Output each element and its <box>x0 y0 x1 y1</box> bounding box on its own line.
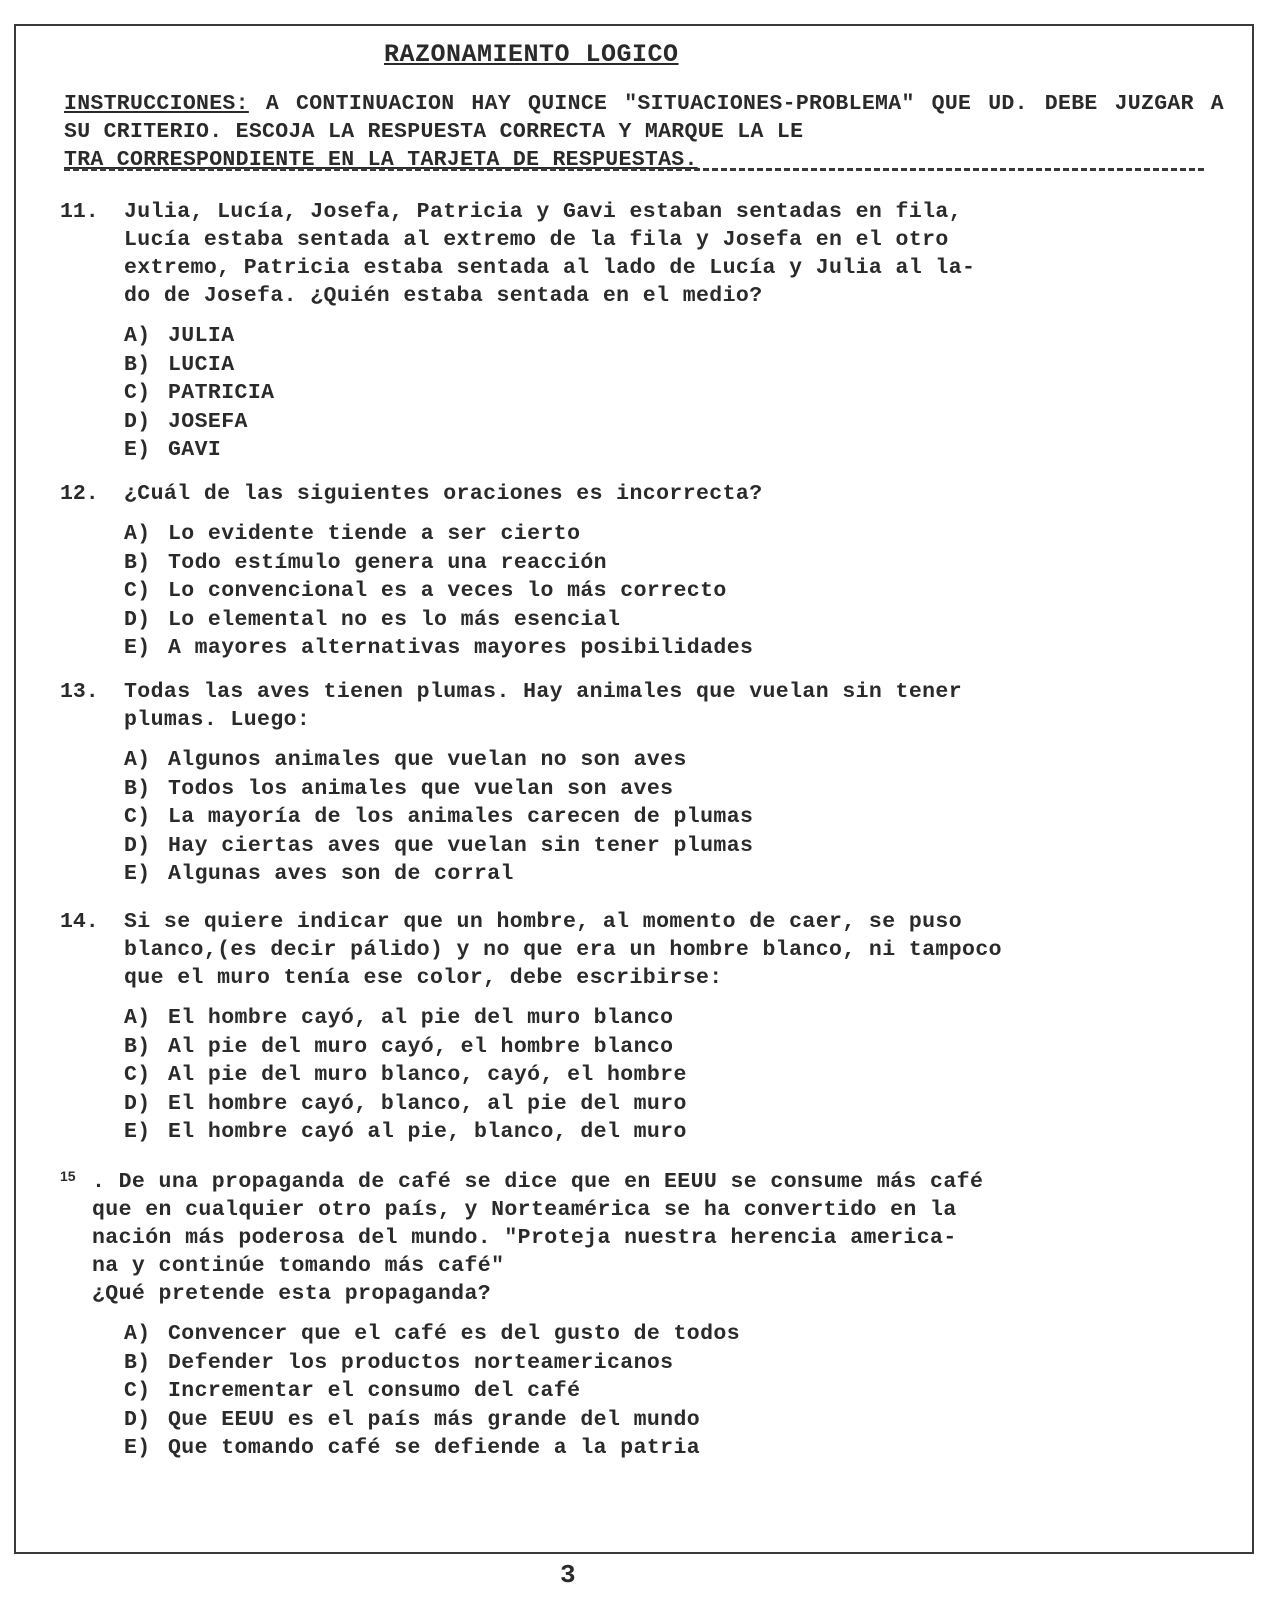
option-letter: D) <box>124 1091 151 1116</box>
answer-option[interactable] <box>124 1434 1220 1463</box>
question-number: 15 <box>60 1168 76 1184</box>
option-letter: A) <box>124 324 151 348</box>
answer-option[interactable] <box>124 408 1220 437</box>
option-text: Todo estímulo genera una reacción <box>168 550 607 575</box>
answer-option[interactable] <box>124 832 1220 861</box>
option-letter: C) <box>124 381 151 405</box>
instructions-text: A CONTINUACION HAY QUINCE "SITUACIONES-PROBLEMA" QUE UD. DEBE JUZGAR A SU CRITERIO. ESCOJA LA RESPUESTA CORRECTA Y MARQUE LA LE <box>64 92 1224 144</box>
answer-option[interactable] <box>124 1118 1220 1147</box>
answer-option[interactable] <box>124 379 1220 408</box>
option-letter: B) <box>124 1034 151 1059</box>
question-15 <box>60 1168 1220 1463</box>
answer-option[interactable] <box>124 1033 1220 1062</box>
option-text: Que EEUU es el país más grande del mundo <box>168 1407 701 1432</box>
option-letter: B) <box>124 352 151 377</box>
question-number: 11. <box>60 200 99 224</box>
option-text: GAVI <box>168 438 222 462</box>
answer-option[interactable] <box>124 351 1220 380</box>
option-letter: E) <box>124 1120 151 1144</box>
answer-option[interactable] <box>124 549 1220 578</box>
option-letter: B) <box>124 776 151 801</box>
option-letter: B) <box>124 550 151 575</box>
answer-option[interactable] <box>124 860 1220 889</box>
page-title: RAZONAMIENTO LOGICO <box>384 40 679 69</box>
option-text: Algunas aves son de corral <box>168 862 514 886</box>
answer-options <box>60 520 1220 663</box>
question-13 <box>60 678 1220 889</box>
answer-options <box>60 1320 1220 1463</box>
option-letter: D) <box>124 409 151 434</box>
option-letter: D) <box>124 607 151 632</box>
answer-option[interactable] <box>124 436 1220 465</box>
option-letter: C) <box>124 1379 151 1403</box>
instructions <box>64 90 1224 174</box>
option-letter: A) <box>124 522 151 546</box>
answer-option[interactable] <box>124 577 1220 606</box>
option-text: El hombre cayó, al pie del muro blanco <box>168 1006 674 1030</box>
answer-option[interactable] <box>124 1406 1220 1435</box>
option-text: Lo convencional es a veces lo más correcto <box>168 579 727 603</box>
question-text: Si se quiere indicar que un hombre, al momento de caer, se puso blanco,(es decir pálido) y no que era un hombre blanco, ni tampoco que el muro tenía ese color, debe escribirse: <box>124 910 1002 990</box>
option-letter: E) <box>124 438 151 462</box>
option-text: JOSEFA <box>168 409 248 434</box>
option-text: PATRICIA <box>168 381 275 405</box>
answer-option[interactable] <box>124 1320 1220 1349</box>
answer-options <box>60 746 1220 889</box>
option-text: El hombre cayó al pie, blanco, del muro <box>168 1120 687 1144</box>
question-12 <box>60 480 1220 663</box>
answer-option[interactable] <box>124 1377 1220 1406</box>
answer-option[interactable] <box>124 1349 1220 1378</box>
option-text: Lo elemental no es lo más esencial <box>168 607 621 632</box>
option-letter: E) <box>124 862 151 886</box>
option-letter: A) <box>124 1322 151 1346</box>
option-letter: A) <box>124 748 151 772</box>
option-letter: D) <box>124 833 151 858</box>
option-text: LUCIA <box>168 352 235 377</box>
option-text: Que tomando café se defiende a la patria <box>168 1436 701 1460</box>
option-letter: C) <box>124 1063 151 1087</box>
option-text: El hombre cayó, blanco, al pie del muro <box>168 1091 687 1116</box>
option-letter: A) <box>124 1006 151 1030</box>
instructions-label: INSTRUCCIONES: <box>64 92 249 116</box>
option-text: La mayoría de los animales carecen de plumas <box>168 805 754 829</box>
answer-option[interactable] <box>124 746 1220 775</box>
answer-option[interactable] <box>124 1004 1220 1033</box>
option-text: A mayores alternativas mayores posibilidades <box>168 636 754 660</box>
answer-option[interactable] <box>124 634 1220 663</box>
question-number: 14. <box>60 910 99 934</box>
option-text: Todos los animales que vuelan son aves <box>168 776 674 801</box>
answer-options <box>60 1004 1220 1147</box>
question-text: Julia, Lucía, Josefa, Patricia y Gavi estaban sentadas en fila, Lucía estaba sentada al extremo de la fila y Josefa en el otro extremo, Patricia estaba sentada al lado de Lucía y Julia al la- do de Josefa. ¿Quién estaba sentada en el medio? <box>124 200 976 308</box>
question-text: Todas las aves tienen plumas. Hay animales que vuelan sin tener plumas. Luego: <box>124 680 963 732</box>
question-text: ¿Cuál de las siguientes oraciones es incorrecta? <box>124 482 763 506</box>
page-number: 3 <box>560 1560 576 1590</box>
option-letter: C) <box>124 805 151 829</box>
answer-option[interactable] <box>124 1090 1220 1119</box>
question-11 <box>60 198 1220 465</box>
answer-option[interactable] <box>124 803 1220 832</box>
question-14 <box>60 908 1220 1147</box>
question-number: 12. <box>60 482 99 506</box>
answer-option[interactable] <box>124 1061 1220 1090</box>
divider <box>64 168 1204 171</box>
answer-option[interactable] <box>124 322 1220 351</box>
option-letter: C) <box>124 579 151 603</box>
option-text: Al pie del muro blanco, cayó, el hombre <box>168 1063 687 1087</box>
question-text: . De una propaganda de café se dice que en EEUU se consume más café que en cualquier otro país, y Norteamérica se ha convertido en la nación más poderosa del mundo. "Proteja nuestra herencia america- na y continúe tomando más café" ¿Qué pretende esta propaganda? <box>92 1170 984 1306</box>
option-text: Al pie del muro cayó, el hombre blanco <box>168 1034 674 1059</box>
option-text: Hay ciertas aves que vuelan sin tener plumas <box>168 833 754 858</box>
option-text: Incrementar el consumo del café <box>168 1379 581 1403</box>
question-number: 13. <box>60 680 99 704</box>
option-text: Algunos animales que vuelan no son aves <box>168 748 687 772</box>
option-letter: E) <box>124 1436 151 1460</box>
option-letter: B) <box>124 1350 151 1375</box>
option-text: Lo evidente tiende a ser cierto <box>168 522 581 546</box>
answer-option[interactable] <box>124 775 1220 804</box>
option-text: Convencer que el café es del gusto de todos <box>168 1322 740 1346</box>
option-text: JULIA <box>168 324 235 348</box>
option-letter: E) <box>124 636 151 660</box>
option-text: Defender los productos norteamericanos <box>168 1350 674 1375</box>
answer-option[interactable] <box>124 520 1220 549</box>
answer-options <box>60 322 1220 465</box>
instructions-last-line: TRA CORRESPONDIENTE EN LA TARJETA DE RESPUESTAS. <box>64 148 698 172</box>
option-letter: D) <box>124 1407 151 1432</box>
answer-option[interactable] <box>124 606 1220 635</box>
